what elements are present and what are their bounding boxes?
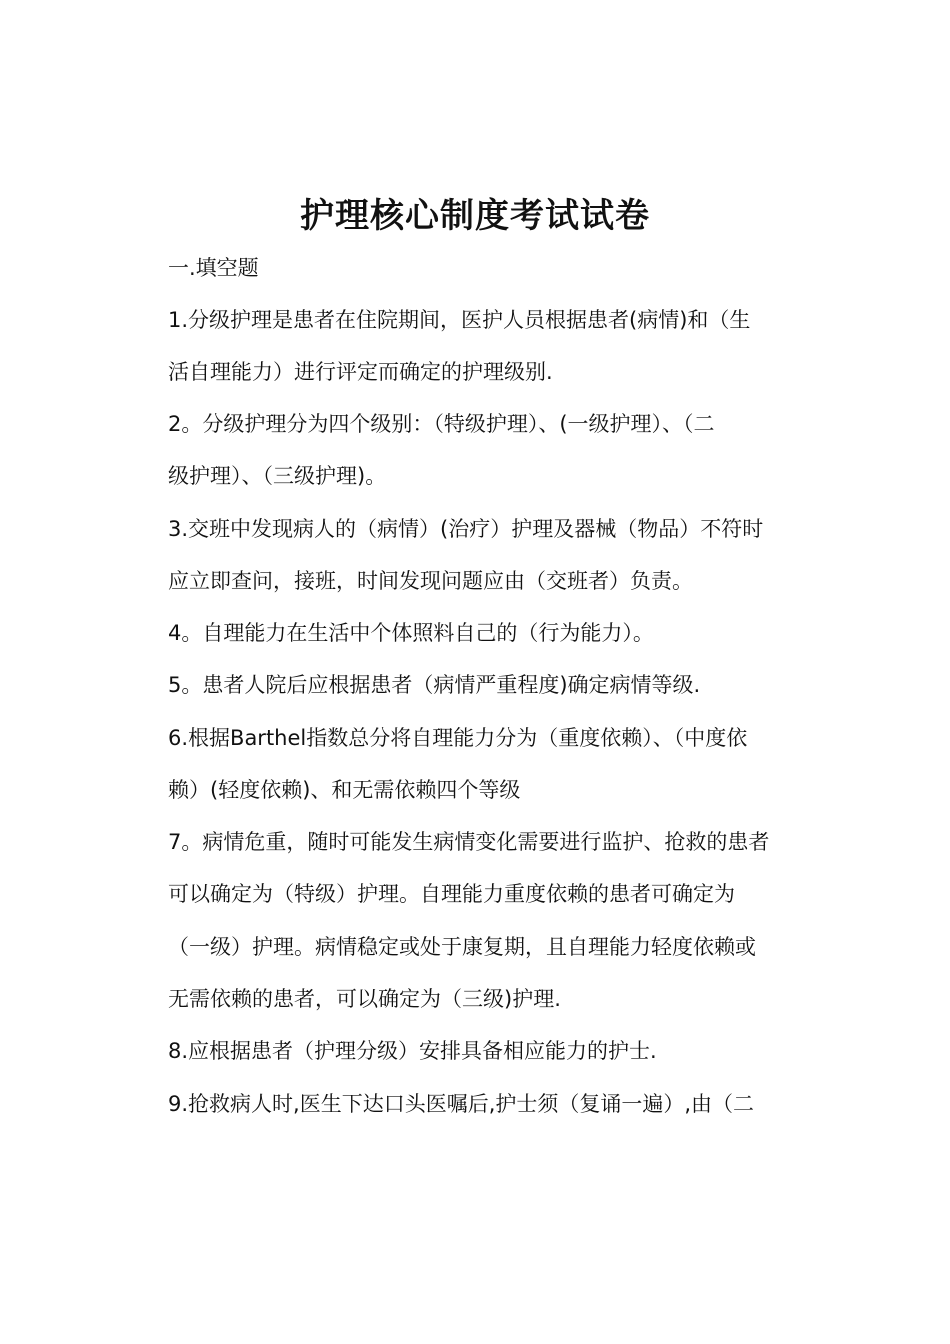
- text-line: 1.分级护理是患者在住院期间，医护人员根据患者(病情)和（生: [168, 308, 751, 332]
- section-heading: 一.填空题: [168, 256, 259, 280]
- text-line: 赖）(轻度依赖)、和无需依赖四个等级: [168, 778, 521, 802]
- text-line: 无需依赖的患者，可以确定为（三级)护理.: [168, 987, 561, 1011]
- text-line: （一级）护理。病情稳定或处于康复期，且自理能力轻度依赖或: [168, 935, 756, 959]
- text-line: 4。自理能力在生活中个体照料自己的（行为能力）。: [168, 621, 654, 645]
- document-title: 护理核心制度考试试卷: [300, 196, 650, 236]
- text-line: 7。病情危重，随时可能发生病情变化需要进行监护、抢救的患者: [168, 830, 770, 854]
- text-line: 6.根据Barthel指数总分将自理能力分为（重度依赖）、（中度依: [168, 726, 748, 750]
- text-line: 8.应根据患者（护理分级）安排具备相应能力的护士.: [168, 1039, 657, 1063]
- text-line: 级护理）、（三级护理)。: [168, 464, 387, 488]
- text-line: 活自理能力）进行评定而确定的护理级别.: [168, 360, 553, 384]
- text-line: 3.交班中发现病人的（病情）(治疗）护理及器械（物品）不符时: [168, 517, 764, 541]
- text-line: 9.抢救病人时,医生下达口头医嘱后,护士须（复诵一遍）,由（二: [168, 1092, 755, 1116]
- text-line: 应立即查问，接班，时间发现问题应由（交班者）负责。: [168, 569, 693, 593]
- text-line: 2。分级护理分为四个级别：（特级护理）、(一级护理）、（二: [168, 412, 715, 436]
- text-line: 可以确定为（特级）护理。自理能力重度依赖的患者可确定为: [168, 882, 735, 906]
- text-line: 5。患者人院后应根据患者（病情严重程度)确定病情等级.: [168, 673, 701, 697]
